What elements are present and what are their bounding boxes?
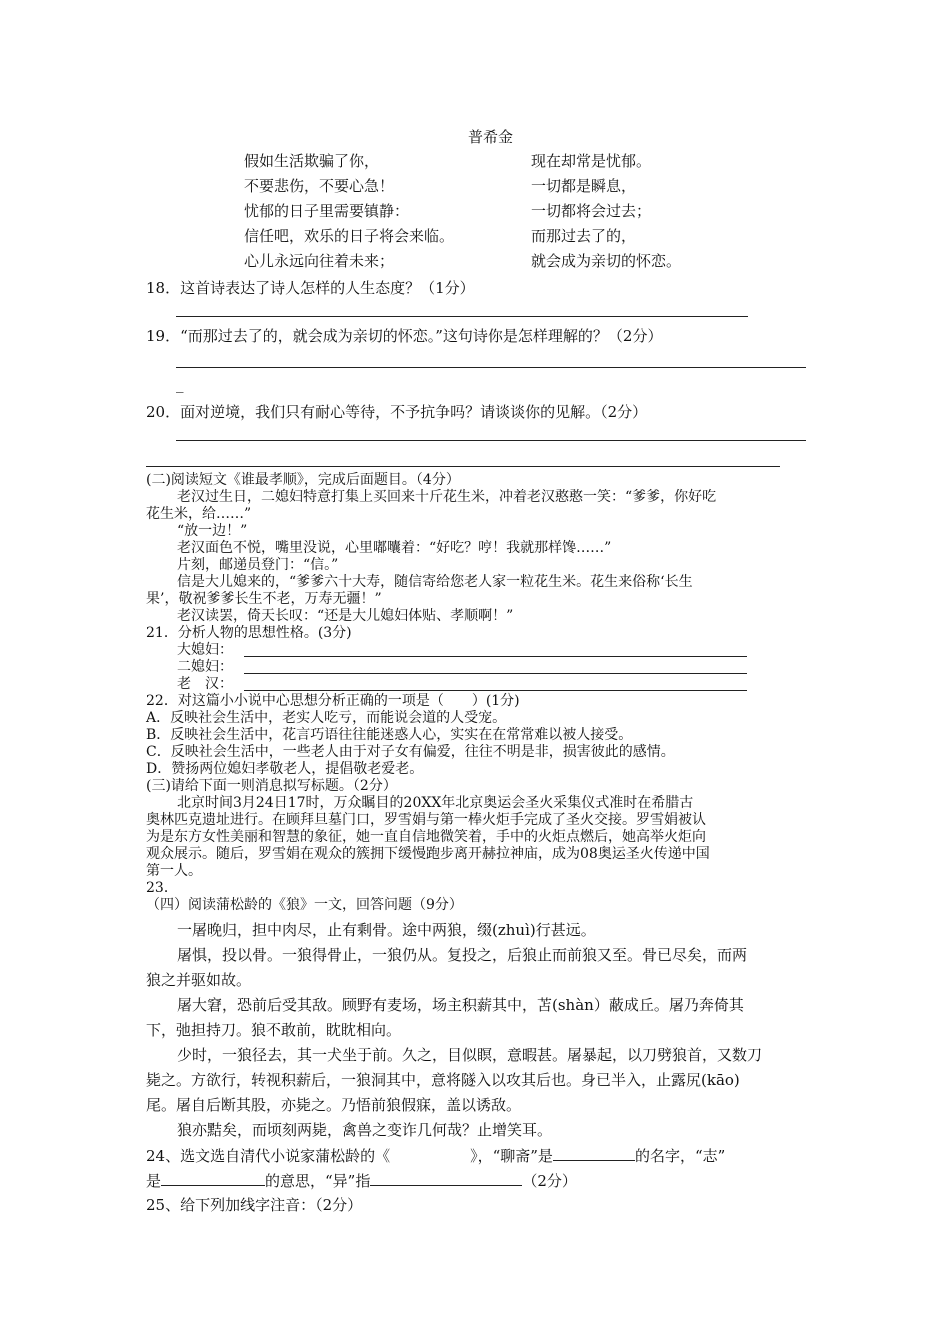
wolf-line-8: 尾。屠自后断其股，亦毙之。乃悟前狼假寐，盖以诱敌。 [146, 1096, 522, 1114]
poem-left-line-4: 信任吧，欢乐的日子将会来临。 [244, 227, 455, 245]
q24-blank-yi[interactable] [370, 1170, 522, 1186]
section-4-heading: （四）阅读蒲松龄的《狼》一文，回答问题（9分） [146, 897, 463, 913]
answer-line-19-mark: _ [176, 375, 184, 393]
story-line-5: 片刻，邮递员登门：“信。” [177, 557, 339, 573]
poem-right-line-2: 一切都是瞬息， [531, 177, 637, 195]
q24-text-c: 的名字，“志” [634, 1147, 726, 1165]
news-line-2: 奥林匹克遗址进行。在顾拜旦墓门口，罗雪娟与第一棒火炬手完成了圣火交接。罗雪娟被认 [146, 812, 706, 828]
answer-line-20a[interactable] [176, 440, 806, 441]
question-24-line-2 [146, 1170, 577, 1191]
story-line-3: “放一边！” [177, 523, 248, 539]
q21-label-2: 二媳妇： [177, 659, 233, 675]
q24-blank-book[interactable] [390, 1146, 470, 1161]
q22-option-c: C．反映社会生活中，一些老人由于对子女有偏爱，往往不明是非，损害彼此的感情。 [146, 744, 675, 760]
story-line-2: 花生米，给……” [146, 506, 252, 522]
question-24-line-1 [146, 1145, 725, 1166]
poem-right-line-4: 而那过去了的， [531, 227, 637, 245]
q24-text-a: 24、选文选自清代小说家蒲松龄的《 [146, 1147, 391, 1165]
q22-option-b: B．反映社会生活中，花言巧语往往能迷惑人心，实实在在常常难以被人接受。 [146, 727, 633, 743]
question-25: 25、给下列加线字注音：（2分） [146, 1196, 363, 1214]
news-line-1: 北京时间3月24日17时，万众瞩目的20XX年北京奥运会圣火采集仪式准时在希腊古 [177, 795, 694, 811]
question-23: 23． [146, 880, 178, 896]
q21-label-3: 老 汉： [177, 676, 233, 692]
wolf-line-1: 一屠晚归，担中肉尽，止有剩骨。途中两狼，缀(zhuì)行甚远。 [177, 921, 596, 939]
wolf-line-5: 下，弛担持刀。狼不敢前，眈眈相向。 [146, 1021, 402, 1039]
answer-line-20b[interactable] [146, 466, 780, 467]
answer-line-19[interactable] [176, 367, 806, 368]
story-line-8: 老汉读罢，倚天长叹：“还是大儿媳妇体贴、孝顺啊！” [177, 608, 514, 624]
story-line-6: 信是大儿媳来的，“爹爹六十大寿，随信寄给您老人家一粒花生米。花生来俗称‘长生 [177, 574, 693, 590]
answer-line-18[interactable] [176, 316, 748, 317]
poem-left-line-3: 忧郁的日子里需要镇静： [244, 202, 410, 220]
news-line-4: 观众展示。随后，罗雪娟在观众的簇拥下缓慢跑步离开赫拉神庙，成为08奥运圣火传递中国 [146, 846, 710, 862]
poem-right-line-3: 一切都将会过去； [531, 202, 652, 220]
poem-left-line-1: 假如生活欺骗了你， [244, 152, 380, 170]
poem-left-line-5: 心儿永远向往着未来； [244, 252, 395, 270]
q21-answer-line-3[interactable] [244, 690, 747, 691]
q24-text-e: 的意思，“异”指 [265, 1172, 371, 1190]
q21-answer-line-1[interactable] [244, 656, 747, 657]
wolf-line-7: 毙之。方欲行，转视积薪后，一狼洞其中，意将隧入以攻其后也。身已半入，止露尻(kāo) [146, 1071, 740, 1089]
wolf-line-2: 屠惧，投以骨。一狼得骨止，一狼仍从。复投之，后狼止而前狼又至。骨已尽矣，而两 [177, 946, 748, 964]
question-22: 22．对这篇小小说中心思想分析正确的一项是（ ）(1分) [146, 693, 520, 709]
story-line-7: 果’，敬祝爹爹长生不老，万寿无疆！” [146, 591, 382, 607]
wolf-line-3: 狼之并驱如故。 [146, 971, 252, 989]
news-line-5: 第一人。 [146, 863, 202, 879]
question-20: 20．面对逆境，我们只有耐心等待，不予抗争吗？请谈谈你的见解。（2分） [146, 403, 648, 421]
wolf-line-6: 少时，一狼径去，其一犬坐于前。久之，目似瞑，意暇甚。屠暴起，以刀劈狼首，又数刀 [177, 1046, 763, 1064]
story-line-1: 老汉过生日，二媳妇特意打集上买回来十斤花生米，冲着老汉憨憨一笑：“爹爹，你好吃 [177, 489, 717, 505]
q24-blank-liaozhai[interactable] [553, 1145, 635, 1161]
question-21: 21．分析人物的思想性格。(3分) [146, 625, 352, 641]
q22-option-a: A．反映社会生活中，老实人吃亏，而能说会道的人受宠。 [146, 710, 507, 726]
q21-answer-line-2[interactable] [244, 673, 747, 674]
q24-text-b: 》，“聊斋”是 [470, 1147, 553, 1165]
q22-option-d: D．赞扬两位媳妇孝敬老人，提倡敬老爱老。 [146, 761, 424, 777]
poem-author: 普希金 [468, 128, 514, 146]
q24-text-f: （2分） [522, 1172, 577, 1190]
question-19: 19．“而那过去了的，就会成为亲切的怀恋。”这句诗你是怎样理解的？（2分） [146, 327, 663, 345]
wolf-line-9: 狼亦黠矣，而顷刻两毙，禽兽之变诈几何哉？止增笑耳。 [177, 1121, 553, 1139]
q24-blank-zhi[interactable] [161, 1170, 265, 1186]
section-2-heading: (二)阅读短文《谁最孝顺》，完成后面题目。（4分） [146, 472, 460, 488]
wolf-line-4: 屠大窘，恐前后受其敌。顾野有麦场，场主积薪其中，苫(shàn）蔽成丘。屠乃奔倚其 [177, 996, 744, 1014]
q24-text-d: 是 [146, 1172, 162, 1190]
poem-right-line-5: 就会成为亲切的怀恋。 [531, 252, 682, 270]
question-18: 18．这首诗表达了诗人怎样的人生态度？（1分） [146, 279, 475, 297]
section-3-heading: (三)请给下面一则消息拟写标题。（2分） [146, 778, 397, 794]
news-line-3: 为是东方女性美丽和智慧的象征，她一直自信地微笑着，手中的火炬点燃后，她高举火炬向 [146, 829, 706, 845]
poem-right-line-1: 现在却常是忧郁。 [531, 152, 652, 170]
story-line-4: 老汉面色不悦，嘴里没说，心里嘟囔着：“好吃？哼！我就那样馋……” [177, 540, 612, 556]
q21-label-1: 大媳妇： [177, 642, 233, 658]
poem-left-line-2: 不要悲伤，不要心急！ [244, 177, 395, 195]
